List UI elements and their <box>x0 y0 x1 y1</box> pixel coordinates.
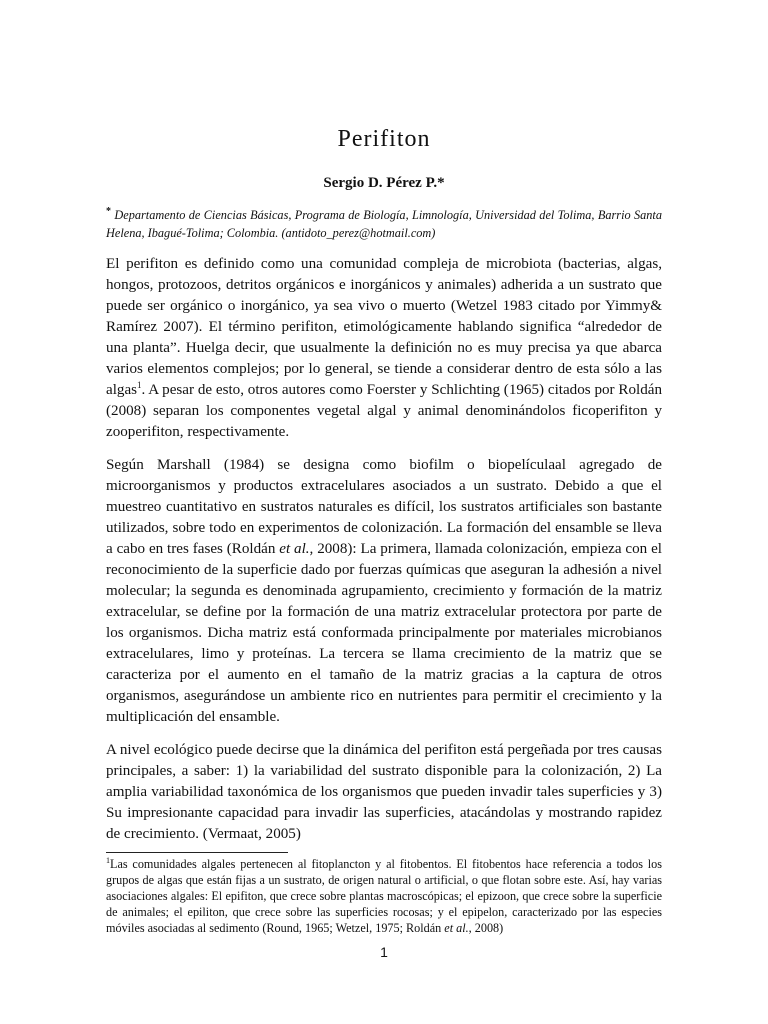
paragraph-ecology: A nivel ecológico puede decirse que la dinámica del perifiton está pergeñada por tres causas principales, a saber: 1) la variabilidad del sustrato disponible para la colonización, 2) La amplia variabilidad taxonómica de los organismos que pueden invadir tales superficies y 3) Su impresionante capacidad para invadir las superficies, atacándolas y mostrando rapidez de crecimiento. (Vermaat, 2005) <box>106 742 662 842</box>
footnote-separator <box>106 852 288 853</box>
author-affiliation <box>106 203 662 242</box>
footnote-reference: 1 <box>137 379 142 390</box>
footnote-et-al: et al. <box>444 921 469 935</box>
paragraph-2-text-b: 2008): La primera, llamada colonización, empieza con el reconocimiento de la superficie dado por fuerzas químicas que aseguran la adhesión a nivel molecular; la segunda es denominada agrupamiento, crecimiento y formación de la matriz extracelular, se define por la formación de una matriz extracelular protectora por parte de los organismos. Dicha matriz está conformada principalmente por materiales microbianos extracelulares, limo y proteínas. La tercera se llama crecimiento de la matriz que se caracteriza por el aumento en el tamaño de la matriz gracias a la captura de otros organismos, asegurándose un ambiente rico en nutrientes para permitir el crecimiento y la multiplicación del ensamble. <box>106 541 662 725</box>
paragraph-1-text-b: . A pesar de esto, otros autores como Foerster y Schlichting (1965) citados por Roldán (2008) separan los componentes vegetal algal y animal denominándolos ficoperifiton y zooperifiton, respectivamente. <box>106 382 662 440</box>
footnote-marker: 1 <box>106 855 110 865</box>
paragraph-1-text-a: El perifiton es definido como una comunidad compleja de microbiota (bacterias, algas, hongos, protozoos, detritos orgánicos e inorgánicos y animales) adherida a un sustrato que puede ser orgánico o inorgánico, ya sea vivo o muerto (Wetzel 1983 citado por Yimmy& Ramírez 2007). El término perifiton, etimológicamente hablando significa “alrededor de una planta”. Huelga decir, que usualmente la definición no es muy precisa ya que abarca varios elementos complejos; por lo general, se tiende a considerar dentro de esta sólo a las algas <box>106 256 662 398</box>
paragraph-biofilm <box>106 455 662 728</box>
et-al-italic: et al., <box>279 541 314 557</box>
affiliation-text: Departamento de Ciencias Básicas, Programa de Biología, Limnología, Universidad del Tolima, Barrio Santa Helena, Ibagué-Tolima; Colombia. (antidoto_perez@hotmail.com) <box>106 208 662 241</box>
affiliation-marker: * <box>106 206 111 217</box>
footnote-text-b: , 2008) <box>468 921 504 935</box>
paragraph-2-text-a: Según Marshall (1984) se designa como biofilm o biopelículaal agregado de microorganismos y productos extracelulares asociados a un sustrato. Debido a que el muestreo cuantitativo en sustratos naturales es difícil, los sustratos artificiales son bastante utilizados, sobre todo en experimentos de colonización. La formación del ensamble se lleva a cabo en tres fases (Roldán <box>106 457 662 557</box>
body-text <box>106 254 662 857</box>
page-number: 1 <box>380 944 388 960</box>
paragraph-definition <box>106 254 662 443</box>
document-title: Perifiton <box>337 126 431 152</box>
footnote <box>106 856 662 936</box>
footnote-text-a: Las comunidades algales pertenecen al fitoplancton y al fitobentos. El fitobentos hace referencia a todos los grupos de algas que están fijas a un sustrato, de origen natural o artificial, o que flotan sobre este. Así, hay varias asociaciones algales: El epifiton, que crece sobre plantas macroscópicas; el epizoon, que crece sobre la superficie de animales; el epiliton, que crece sobre las superficies rocosas; y el epipelon, caracterizado por las especies móviles asociadas al sedimento (Round, 1965; Wetzel, 1975; Roldán <box>106 857 662 935</box>
author-name: Sergio D. Pérez P.* <box>323 175 445 191</box>
